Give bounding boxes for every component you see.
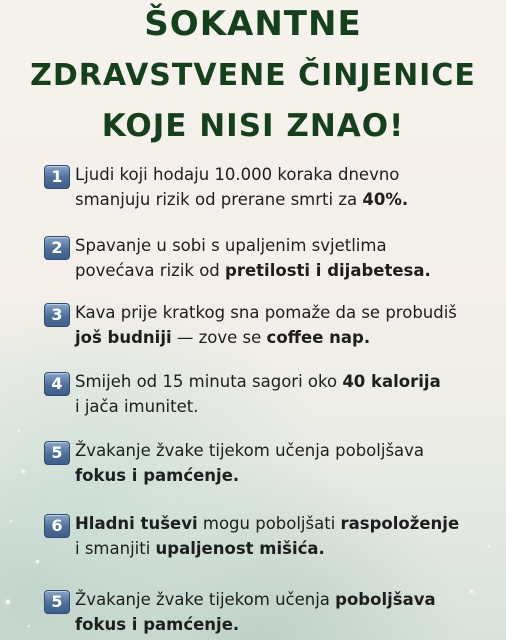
title-line-2: ZDRAVSTVENE ČINJENICE: [30, 58, 476, 93]
bold-text: 40%.: [362, 190, 409, 209]
bold-text: fokus i pamćenje.: [75, 466, 240, 485]
bold-text: još budniji: [75, 328, 172, 347]
text-run: i smanjiti: [75, 539, 156, 558]
fact-line-2: [75, 615, 239, 635]
fact-line-2: [75, 328, 370, 348]
bold-text: poboljšava: [335, 590, 436, 609]
number-badge: 1: [44, 165, 70, 189]
bold-text: fokus i pamćenje.: [75, 615, 240, 634]
text-run: Ljudi koji hodaju 10.000 koraka dnevno: [75, 165, 400, 184]
bokeh-dot: [18, 430, 20, 432]
bold-text: 40 kalorija: [342, 372, 441, 391]
fact-line-1: [75, 514, 459, 534]
fact-line-1: [75, 165, 399, 185]
bokeh-dot: [10, 520, 12, 522]
text-run: Žvakanje žvake tijekom učenja: [75, 590, 336, 609]
number-badge: 5: [44, 441, 70, 465]
bokeh-dot: [28, 625, 30, 627]
bokeh-dot: [36, 560, 39, 563]
text-run: Žvakanje žvake tijekom učenja poboljšava: [75, 441, 425, 460]
text-run: Spavanje u sobi s upaljenim svjetlima: [75, 236, 387, 255]
number-badge: 2: [44, 236, 70, 260]
title-line-1: ŠOKANTNE: [144, 4, 362, 44]
number-badge: 3: [44, 303, 70, 327]
fact-line-2: [75, 466, 239, 486]
number-badge: 5: [44, 590, 70, 614]
bold-text: pretilosti i dijabetesa.: [225, 261, 431, 280]
text-run: mogu poboljšati: [197, 514, 341, 533]
bold-text: raspoloženje: [340, 514, 460, 533]
text-run: i jača imunitet.: [75, 397, 199, 416]
fact-line-1: [75, 590, 436, 610]
number-badge: 6: [44, 514, 70, 538]
bokeh-dot: [488, 545, 490, 547]
fact-line-2: [75, 261, 431, 281]
text-run: povećava rizik od: [75, 261, 226, 280]
bokeh-dot: [6, 600, 10, 604]
fact-line-1: [75, 372, 441, 392]
fact-line-2: [75, 539, 325, 559]
bold-text: coffee nap.: [266, 328, 371, 347]
fact-line-1: [75, 303, 457, 323]
number-badge: 4: [44, 372, 70, 396]
text-run: smanjuju rizik od prerane smrti za: [75, 190, 363, 209]
fact-line-2: [75, 397, 198, 417]
text-run: Kava prije kratkog sna pomaže da se probudiš: [75, 303, 457, 322]
fact-line-1: [75, 236, 387, 256]
bold-text: Hladni tuševi: [75, 514, 198, 533]
fact-line-2: [75, 190, 408, 210]
bokeh-dot: [22, 470, 25, 473]
text-run: Smijeh od 15 minuta sagori oko: [75, 372, 343, 391]
bold-text: upaljenost mišića.: [155, 539, 325, 558]
text-run: — zove se: [171, 328, 267, 347]
bokeh-dot: [470, 590, 473, 593]
fact-line-1: [75, 441, 424, 461]
title-line-3: KOJE NISI ZNAO!: [101, 108, 405, 144]
